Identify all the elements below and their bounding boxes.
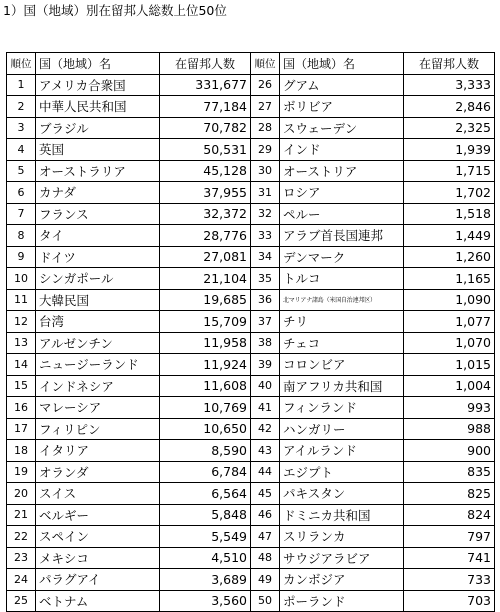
ranking-table: [6, 52, 495, 612]
rank-cell: 4: [7, 139, 36, 161]
table-row: [7, 526, 495, 548]
count-cell: 37,955: [160, 182, 251, 204]
rank-cell: 35: [251, 268, 280, 290]
rank-cell: 46: [251, 504, 280, 526]
country-cell: マレーシア: [36, 397, 160, 419]
country-cell: ボリビア: [280, 96, 404, 118]
country-cell: ロシア: [280, 182, 404, 204]
table-row: [7, 483, 495, 505]
country-cell: オランダ: [36, 461, 160, 483]
country-cell: ブラジル: [36, 117, 160, 139]
country-cell: シンガポール: [36, 268, 160, 290]
rank-cell: 8: [7, 225, 36, 247]
rank-cell: 30: [251, 160, 280, 182]
table-row: [7, 246, 495, 268]
rank-cell: 2: [7, 96, 36, 118]
country-cell: ベルギー: [36, 504, 160, 526]
count-cell: 733: [404, 569, 495, 591]
country-cell: アラブ首長国連邦: [280, 225, 404, 247]
table-row: [7, 332, 495, 354]
rank-cell: 15: [7, 375, 36, 397]
rank-cell: 47: [251, 526, 280, 548]
country-cell: コロンビア: [280, 354, 404, 376]
country-cell: サウジアラビア: [280, 547, 404, 569]
rank-cell: 31: [251, 182, 280, 204]
count-cell: 4,510: [160, 547, 251, 569]
table-row: [7, 117, 495, 139]
rank-cell: 1: [7, 74, 36, 96]
country-cell: グアム: [280, 74, 404, 96]
country-cell: スウェーデン: [280, 117, 404, 139]
count-cell: 1,939: [404, 139, 495, 161]
country-cell: ポーランド: [280, 590, 404, 612]
rank-cell: 49: [251, 569, 280, 591]
table-row: [7, 203, 495, 225]
rank-cell: 32: [251, 203, 280, 225]
count-cell: 3,333: [404, 74, 495, 96]
count-cell: 11,608: [160, 375, 251, 397]
rank-cell: 36: [251, 289, 280, 311]
country-cell: チリ: [280, 311, 404, 333]
count-cell: 993: [404, 397, 495, 419]
table-header-row: [7, 53, 495, 75]
count-cell: 1,702: [404, 182, 495, 204]
country-cell: イタリア: [36, 440, 160, 462]
country-cell: 大韓民国: [36, 289, 160, 311]
count-cell: 19,685: [160, 289, 251, 311]
count-cell: 1,090: [404, 289, 495, 311]
country-cell: 英国: [36, 139, 160, 161]
count-cell: 1,715: [404, 160, 495, 182]
table-row: [7, 311, 495, 333]
country-cell: ドイツ: [36, 246, 160, 268]
country-cell: アイルランド: [280, 440, 404, 462]
table-row: [7, 182, 495, 204]
count-cell: 3,560: [160, 590, 251, 612]
count-cell: 1,070: [404, 332, 495, 354]
count-cell: 28,776: [160, 225, 251, 247]
table-row: [7, 375, 495, 397]
country-cell: カナダ: [36, 182, 160, 204]
rank-cell: 22: [7, 526, 36, 548]
count-cell: 1,004: [404, 375, 495, 397]
count-cell: 2,846: [404, 96, 495, 118]
count-cell: 2,325: [404, 117, 495, 139]
country-cell: チェコ: [280, 332, 404, 354]
header-country-right: 国（地域）名: [280, 53, 404, 75]
rank-cell: 10: [7, 268, 36, 290]
count-cell: 741: [404, 547, 495, 569]
header-rank-right: 順位: [251, 53, 280, 75]
country-cell: ニュージーランド: [36, 354, 160, 376]
count-cell: 835: [404, 461, 495, 483]
count-cell: 50,531: [160, 139, 251, 161]
count-cell: 825: [404, 483, 495, 505]
table-row: [7, 160, 495, 182]
rank-cell: 19: [7, 461, 36, 483]
country-cell: 台湾: [36, 311, 160, 333]
table-row: [7, 504, 495, 526]
count-cell: 11,958: [160, 332, 251, 354]
country-cell: フィリピン: [36, 418, 160, 440]
count-cell: 6,784: [160, 461, 251, 483]
country-cell: インドネシア: [36, 375, 160, 397]
table-row: [7, 569, 495, 591]
count-cell: 1,077: [404, 311, 495, 333]
count-cell: 10,769: [160, 397, 251, 419]
count-cell: 1,518: [404, 203, 495, 225]
count-cell: 797: [404, 526, 495, 548]
rank-cell: 50: [251, 590, 280, 612]
count-cell: 11,924: [160, 354, 251, 376]
page-title: 1）国（地域）別在留邦人総数上位50位: [3, 3, 227, 18]
rank-cell: 29: [251, 139, 280, 161]
count-cell: 703: [404, 590, 495, 612]
country-cell: フランス: [36, 203, 160, 225]
count-cell: 6,564: [160, 483, 251, 505]
country-cell: トルコ: [280, 268, 404, 290]
count-cell: 21,104: [160, 268, 251, 290]
count-cell: 8,590: [160, 440, 251, 462]
country-cell: アルゼンチン: [36, 332, 160, 354]
table-row: [7, 590, 495, 612]
count-cell: 45,128: [160, 160, 251, 182]
rank-cell: 18: [7, 440, 36, 462]
table-row: [7, 418, 495, 440]
rank-cell: 27: [251, 96, 280, 118]
rank-cell: 12: [7, 311, 36, 333]
rank-cell: 21: [7, 504, 36, 526]
rank-cell: 43: [251, 440, 280, 462]
rank-cell: 41: [251, 397, 280, 419]
table-row: [7, 354, 495, 376]
table-row: [7, 139, 495, 161]
count-cell: 824: [404, 504, 495, 526]
country-cell: 中華人民共和国: [36, 96, 160, 118]
rank-cell: 28: [251, 117, 280, 139]
header-country: 国（地域）名: [36, 53, 160, 75]
count-cell: 77,184: [160, 96, 251, 118]
country-cell: ペルー: [280, 203, 404, 225]
rank-cell: 37: [251, 311, 280, 333]
country-cell: タイ: [36, 225, 160, 247]
table-row: [7, 461, 495, 483]
rank-cell: 17: [7, 418, 36, 440]
rank-cell: 25: [7, 590, 36, 612]
table-row: [7, 547, 495, 569]
count-cell: 331,677: [160, 74, 251, 96]
rank-cell: 6: [7, 182, 36, 204]
count-cell: 32,372: [160, 203, 251, 225]
rank-cell: 13: [7, 332, 36, 354]
country-cell: スリランカ: [280, 526, 404, 548]
country-cell: スイス: [36, 483, 160, 505]
country-cell: カンボジア: [280, 569, 404, 591]
country-cell: 北マリアナ諸島（米国自治連邦区）: [280, 289, 404, 311]
rank-cell: 7: [7, 203, 36, 225]
rank-cell: 26: [251, 74, 280, 96]
country-cell: フィンランド: [280, 397, 404, 419]
rank-cell: 5: [7, 160, 36, 182]
country-cell: オーストラリア: [36, 160, 160, 182]
rank-cell: 48: [251, 547, 280, 569]
header-count-right: 在留邦人数: [404, 53, 495, 75]
table-row: [7, 225, 495, 247]
country-cell: オーストリア: [280, 160, 404, 182]
header-count: 在留邦人数: [160, 53, 251, 75]
country-cell: インド: [280, 139, 404, 161]
count-cell: 988: [404, 418, 495, 440]
rank-cell: 42: [251, 418, 280, 440]
table-row: [7, 397, 495, 419]
country-cell: 南アフリカ共和国: [280, 375, 404, 397]
rank-cell: 9: [7, 246, 36, 268]
count-cell: 27,081: [160, 246, 251, 268]
count-cell: 70,782: [160, 117, 251, 139]
count-cell: 1,449: [404, 225, 495, 247]
country-cell: スペイン: [36, 526, 160, 548]
country-cell: ベトナム: [36, 590, 160, 612]
rank-cell: 11: [7, 289, 36, 311]
country-cell: ドミニカ共和国: [280, 504, 404, 526]
count-cell: 10,650: [160, 418, 251, 440]
count-cell: 900: [404, 440, 495, 462]
table-row: [7, 74, 495, 96]
table-row: [7, 289, 495, 311]
country-cell: ハンガリー: [280, 418, 404, 440]
rank-cell: 24: [7, 569, 36, 591]
table-row: [7, 268, 495, 290]
rank-cell: 39: [251, 354, 280, 376]
country-cell: デンマーク: [280, 246, 404, 268]
rank-cell: 44: [251, 461, 280, 483]
country-cell: アメリカ合衆国: [36, 74, 160, 96]
rank-cell: 23: [7, 547, 36, 569]
country-cell: パキスタン: [280, 483, 404, 505]
country-cell: パラグアイ: [36, 569, 160, 591]
count-cell: 5,549: [160, 526, 251, 548]
count-cell: 3,689: [160, 569, 251, 591]
table-row: [7, 440, 495, 462]
country-cell: エジプト: [280, 461, 404, 483]
count-cell: 5,848: [160, 504, 251, 526]
count-cell: 1,260: [404, 246, 495, 268]
rank-cell: 38: [251, 332, 280, 354]
ranking-table-body: [7, 53, 495, 612]
country-cell: メキシコ: [36, 547, 160, 569]
count-cell: 1,015: [404, 354, 495, 376]
rank-cell: 34: [251, 246, 280, 268]
rank-cell: 3: [7, 117, 36, 139]
rank-cell: 45: [251, 483, 280, 505]
rank-cell: 20: [7, 483, 36, 505]
rank-cell: 14: [7, 354, 36, 376]
header-rank: 順位: [7, 53, 36, 75]
rank-cell: 40: [251, 375, 280, 397]
rank-cell: 33: [251, 225, 280, 247]
rank-cell: 16: [7, 397, 36, 419]
count-cell: 1,165: [404, 268, 495, 290]
table-row: [7, 96, 495, 118]
count-cell: 15,709: [160, 311, 251, 333]
